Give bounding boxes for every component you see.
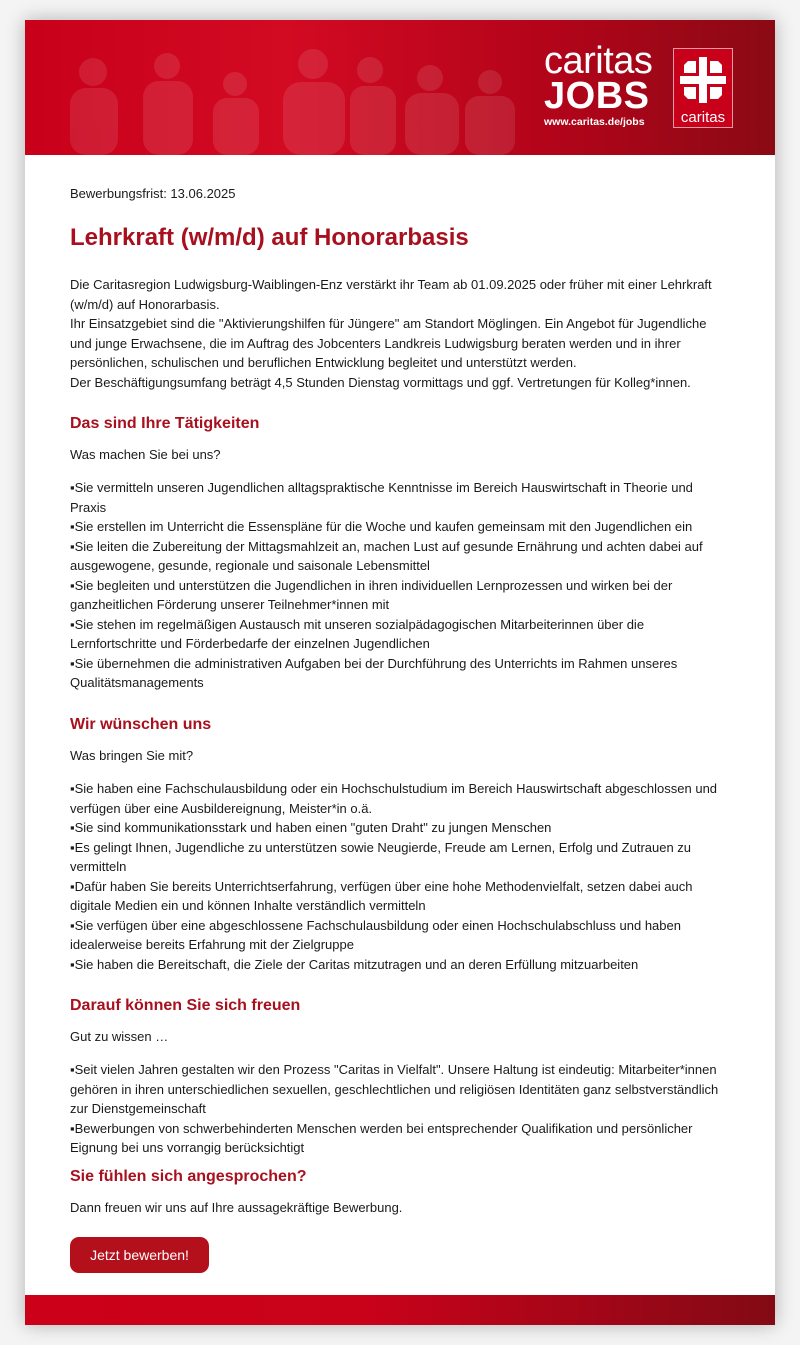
section-subheading-benefits: Gut zu wissen … [70, 1029, 169, 1044]
section-heading-tasks: Das sind Ihre Tätigkeiten [70, 415, 260, 432]
brand-word-jobs: JOBS [544, 75, 650, 117]
closing-text: Dann freuen wir uns auf Ihre aussagekräftige Bewerbung. [70, 1200, 403, 1215]
brand-word-caritas: caritas [544, 40, 653, 82]
job-posting-card [25, 20, 775, 1325]
brand-url: www.caritas.de/jobs [544, 116, 645, 128]
list-item: ▪Sie vermitteln unseren Jugendlichen alltagspraktische Kenntnisse im Bereich Hauswirtschaft in Theorie und Praxis [70, 480, 693, 515]
caritas-jobs-brand [544, 40, 654, 128]
list-item: ▪Dafür haben Sie bereits Unterrichtserfahrung, verfügen über eine hohe Methodenvielfalt, setzen dabei auch digitale Medien ein und können Inhalte verständlich vermitteln [70, 878, 693, 913]
list-item: ▪Sie erstellen im Unterricht die Essenspläne für die Woche und kaufen gemeinsam mit den Jugendlichen ein [70, 519, 693, 534]
list-item: ▪Bewerbungen von schwerbehinderten Menschen werden bei entsprechender Qualifikation und persönlicher Eignung bei uns vorrangig berücksichtigt [70, 1120, 693, 1155]
section-subheading-tasks: Was machen Sie bei uns? [70, 447, 221, 462]
closing-heading: Sie fühlen sich angesprochen? [70, 1168, 307, 1185]
caritas-flame-cross-icon [674, 51, 732, 109]
people-silhouette-image [25, 20, 545, 155]
section-subheading-requirements: Was bringen Sie mit? [70, 748, 194, 763]
apply-now-button[interactable]: Jetzt bewerben! [70, 1237, 209, 1273]
list-item: ▪Es gelingt Ihnen, Jugendliche zu unterstützen sowie Neugierde, Freude am Lernen, Erfolg und Zutrauen zu vermitteln [70, 839, 692, 874]
list-item: ▪Sie stehen im regelmäßigen Austausch mit unseren sozialpädagogischen Mitarbeiterinnen über die Lernfortschritte und Förderbedarfe der einzelnen Jugendlichen [70, 616, 645, 651]
application-deadline: Bewerbungsfrist: 13.06.2025 [70, 186, 236, 201]
intro-text [70, 275, 730, 392]
intro-paragraph: Die Caritasregion Ludwigsburg-Waiblingen-Enz verstärkt ihr Team ab 01.09.2025 oder früher mit einer Lehrkraft (w/m/d) auf Honorarbasis. [70, 277, 712, 312]
tasks-list [70, 478, 730, 693]
section-heading-benefits: Darauf können Sie sich freuen [70, 997, 301, 1014]
logo-word: caritas [680, 109, 726, 126]
benefits-list [70, 1060, 730, 1158]
intro-paragraph: Ihr Einsatzgebiet sind die "Aktivierungshilfen für Jüngere" am Standort Möglingen. Ein Angebot für Jugendliche und junge Erwachsene, die im Auftrag des Jobcenters Landkreis Ludwigsburg beraten werden und in ihrer persönlichen, schulischen und beruflichen Entwicklung begleitet und unterstützt werden. [70, 316, 707, 370]
list-item: ▪Sie leiten die Zubereitung der Mittagsmahlzeit an, machen Lust auf gesunde Ernährung und achten dabei auf ausgewogene, gesunde, regionale und saisonale Lebensmittel [70, 538, 703, 573]
list-item: ▪Sie begleiten und unterstützen die Jugendlichen in ihren individuellen Lernprozessen und wirken bei der ganzheitlichen Förderung unserer Teilnehmer*innen mit [70, 577, 673, 612]
list-item: ▪Sie haben eine Fachschulausbildung oder ein Hochschulstudium im Bereich Hauswirtschaft abgeschlossen und verfügen über eine Ausbildereignung, Meister*in o.ä. [70, 781, 718, 816]
footer-bar [25, 1295, 775, 1325]
list-item: ▪Sie übernehmen die administrativen Aufgaben bei der Durchführung des Unterrichts im Rahmen unseres Qualitätsmanagements [70, 655, 678, 690]
list-item: ▪Sie haben die Bereitschaft, die Ziele der Caritas mitzutragen und an deren Erfüllung mitzuarbeiten [70, 956, 639, 972]
job-title: Lehrkraft (w/m/d) auf Honorarbasis [70, 224, 469, 251]
list-item: ▪Sie sind kommunikationsstark und haben einen "guten Draht" zu jungen Menschen [70, 820, 552, 835]
list-item: ▪Seit vielen Jahren gestalten wir den Prozess "Caritas in Vielfalt". Unsere Haltung ist eindeutig: Mitarbeiter*innen gehören in ihren unterschiedlichen sexuellen, geschlechtlichen und religiösen Identitäten ganz selbstverständlich zur Dienstgemeinschaft [70, 1062, 719, 1116]
requirements-list [70, 779, 730, 974]
header-banner [25, 20, 775, 155]
caritas-logo [673, 48, 733, 128]
intro-paragraph: Der Beschäftigungsumfang beträgt 4,5 Stunden Dienstag vormittags und ggf. Vertretungen für Kolleg*innen. [70, 374, 691, 390]
list-item: ▪Sie verfügen über eine abgeschlossene Fachschulausbildung oder einen Hochschulabschluss und haben idealerweise bereits Erfahrung mit der Zielgruppe [70, 917, 681, 952]
section-heading-requirements: Wir wünschen uns [70, 716, 212, 733]
